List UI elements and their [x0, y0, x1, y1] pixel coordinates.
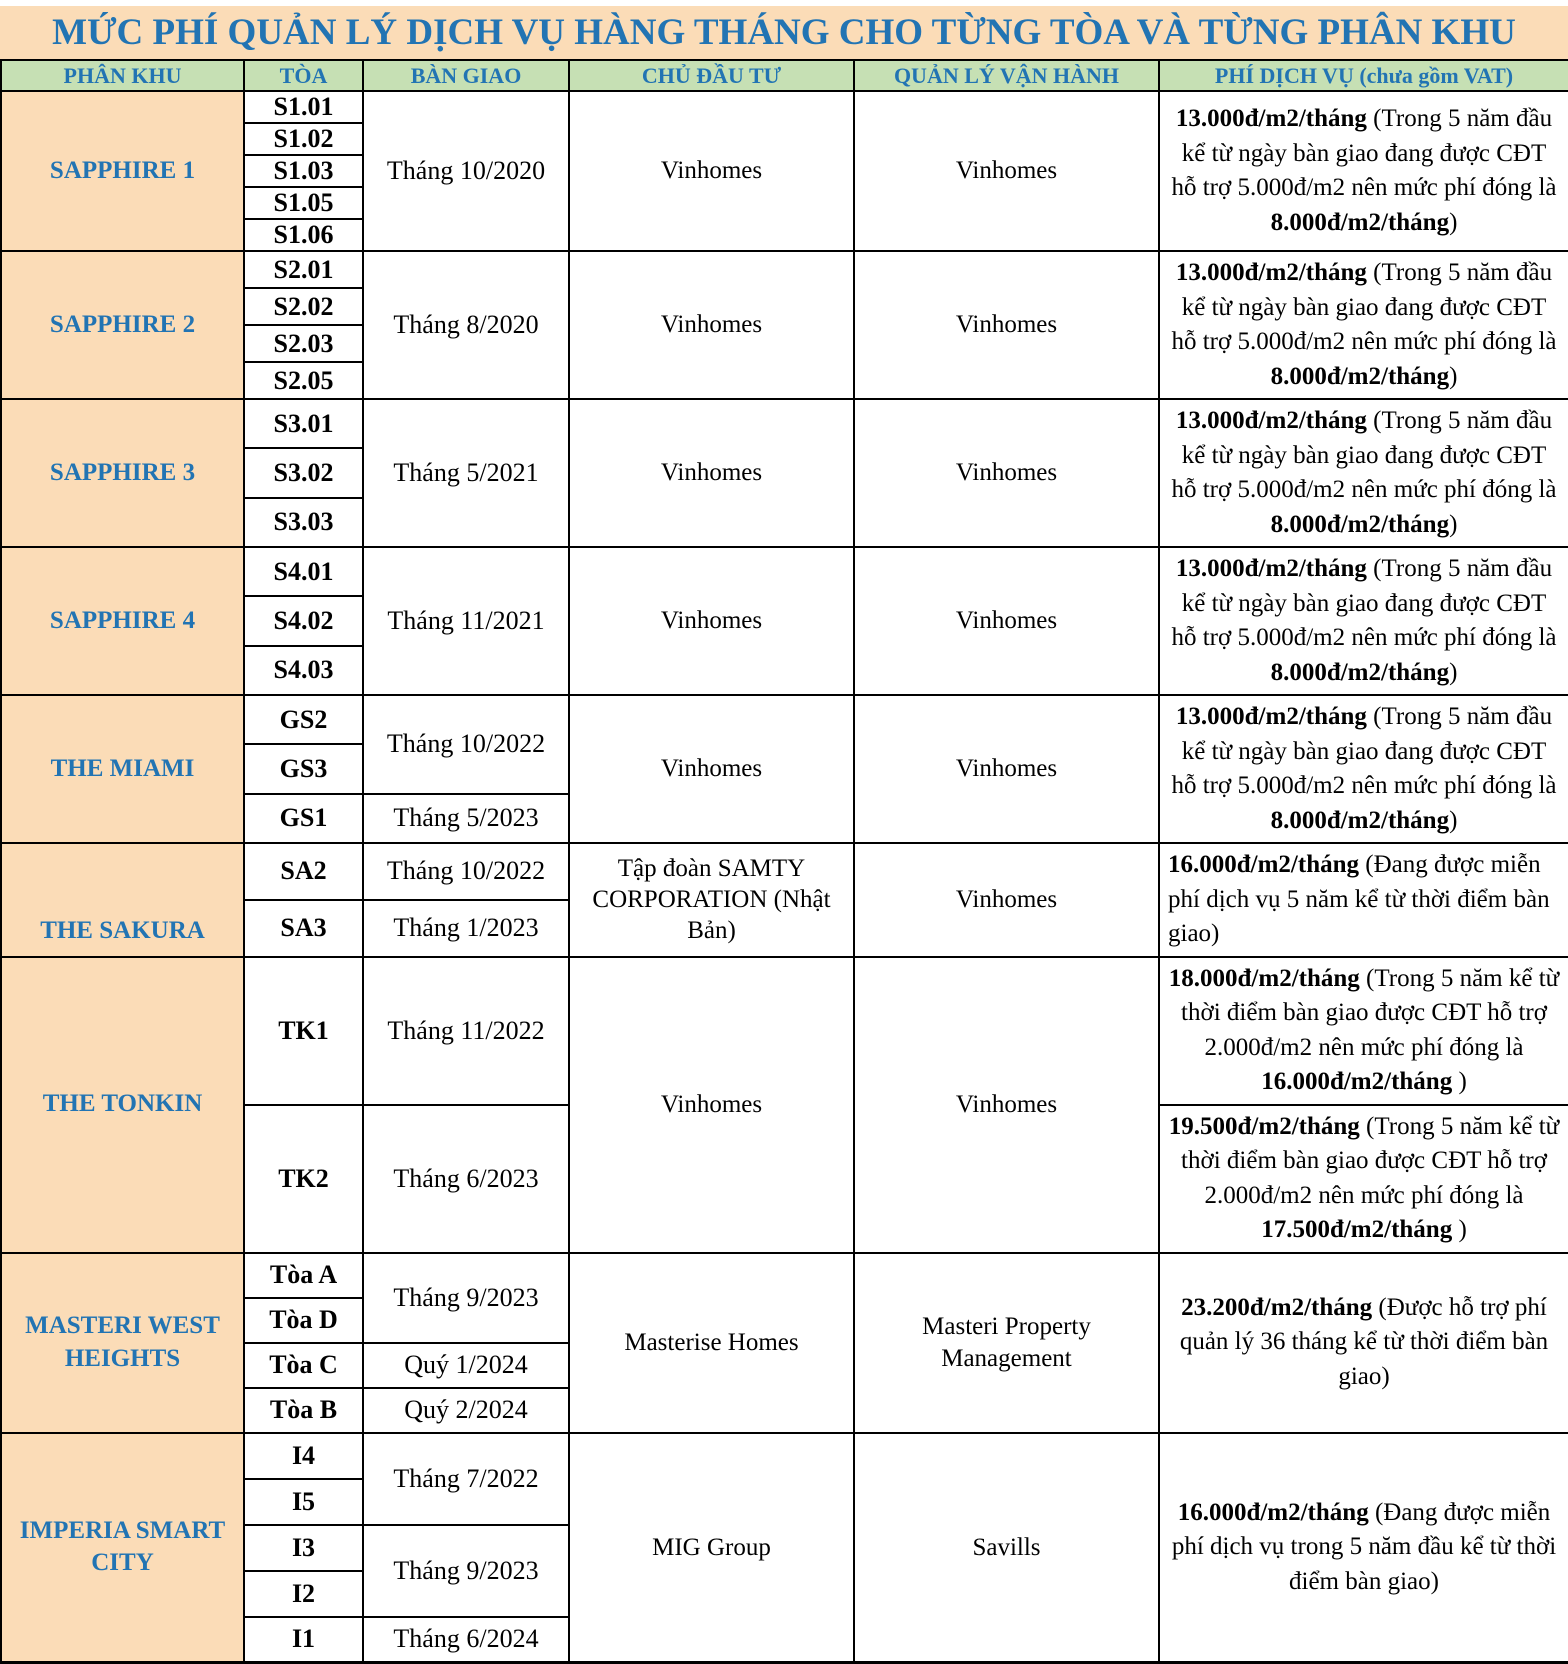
table-row: [1, 843, 1568, 900]
zone-cell: SAPPHIRE 2: [1, 251, 244, 399]
tower-cell: GS3: [244, 744, 363, 793]
tower-cell: Tòa A: [244, 1253, 363, 1298]
handover-cell: Tháng 10/2022: [363, 843, 569, 900]
operator-cell: Vinhomes: [854, 251, 1159, 399]
fee-cell: 13.000đ/m2/tháng (Trong 5 năm đầu kể từ ngày bàn giao đang được CĐT hỗ trợ 5.000đ/m2 nên mức phí đóng là 8.000đ/m2/tháng): [1159, 251, 1568, 399]
zone-cell: THE SAKURA: [1, 843, 244, 957]
zone-cell: IMPERIA SMART CITY: [1, 1433, 244, 1663]
header-row: [1, 60, 1568, 91]
investor-cell: Vinhomes: [569, 91, 854, 251]
table-row: [1, 957, 1568, 1105]
handover-cell: Quý 2/2024: [363, 1388, 569, 1433]
investor-cell: Masterise Homes: [569, 1253, 854, 1433]
handover-cell: Tháng 8/2020: [363, 251, 569, 399]
tower-cell: SA3: [244, 900, 363, 957]
tower-cell: S3.02: [244, 448, 363, 497]
handover-cell: Tháng 10/2022: [363, 695, 569, 794]
table-row: [1, 399, 1568, 448]
investor-cell: Vinhomes: [569, 399, 854, 547]
investor-cell: Vinhomes: [569, 547, 854, 695]
handover-cell: Tháng 11/2022: [363, 957, 569, 1105]
fee-cell: 13.000đ/m2/tháng (Trong 5 năm đầu kể từ ngày bàn giao đang được CĐT hỗ trợ 5.000đ/m2 nên mức phí đóng là 8.000đ/m2/tháng): [1159, 547, 1568, 695]
tower-cell: Tòa C: [244, 1343, 363, 1388]
tower-cell: I5: [244, 1479, 363, 1525]
tower-cell: TK2: [244, 1105, 363, 1253]
handover-cell: Tháng 6/2023: [363, 1105, 569, 1253]
table-row: [1, 91, 1568, 123]
fee-cell: 18.000đ/m2/tháng (Trong 5 năm kể từ thời điểm bàn giao được CĐT hỗ trợ 2.000đ/m2 nên mức phí đóng là 16.000đ/m2/tháng ): [1159, 957, 1568, 1105]
column-header-phan-khu: PHÂN KHU: [1, 60, 244, 91]
tower-cell: S4.02: [244, 596, 363, 645]
fee-cell: 13.000đ/m2/tháng (Trong 5 năm đầu kể từ ngày bàn giao đang được CĐT hỗ trợ 5.000đ/m2 nên mức phí đóng là 8.000đ/m2/tháng): [1159, 695, 1568, 843]
investor-cell: Vinhomes: [569, 957, 854, 1253]
zone-cell: THE MIAMI: [1, 695, 244, 843]
tower-cell: S3.03: [244, 498, 363, 547]
tower-cell: TK1: [244, 957, 363, 1105]
handover-cell: Tháng 1/2023: [363, 900, 569, 957]
table-row: [1, 547, 1568, 596]
table-row: [1, 1433, 1568, 1479]
operator-cell: Vinhomes: [854, 957, 1159, 1253]
operator-cell: Vinhomes: [854, 399, 1159, 547]
table-row: [1, 251, 1568, 288]
operator-cell: Vinhomes: [854, 547, 1159, 695]
zone-cell: SAPPHIRE 1: [1, 91, 244, 251]
tower-cell: I2: [244, 1571, 363, 1617]
tower-cell: SA2: [244, 843, 363, 900]
fee-cell: 13.000đ/m2/tháng (Trong 5 năm đầu kể từ ngày bàn giao đang được CĐT hỗ trợ 5.000đ/m2 nên mức phí đóng là 8.000đ/m2/tháng): [1159, 399, 1568, 547]
table-row: [1, 1253, 1568, 1298]
handover-cell: Tháng 9/2023: [363, 1525, 569, 1617]
tower-cell: S2.02: [244, 288, 363, 325]
tower-cell: I1: [244, 1617, 363, 1663]
zone-cell: MASTERI WEST HEIGHTS: [1, 1253, 244, 1433]
column-header-chu-dau-tu: CHỦ ĐẦU TƯ: [569, 60, 854, 91]
handover-cell: Tháng 6/2024: [363, 1617, 569, 1663]
handover-cell: Tháng 11/2021: [363, 547, 569, 695]
handover-cell: Tháng 7/2022: [363, 1433, 569, 1525]
handover-cell: Tháng 9/2023: [363, 1253, 569, 1343]
investor-cell: Tập đoàn SAMTY CORPORATION (Nhật Bản): [569, 843, 854, 957]
fee-cell: 16.000đ/m2/tháng (Đang được miễn phí dịch vụ 5 năm kể từ thời điểm bàn giao): [1159, 843, 1568, 957]
tower-cell: S1.06: [244, 219, 363, 251]
zone-cell: SAPPHIRE 4: [1, 547, 244, 695]
tower-cell: S1.03: [244, 155, 363, 187]
tower-cell: I3: [244, 1525, 363, 1571]
operator-cell: Masteri Property Management: [854, 1253, 1159, 1433]
investor-cell: Vinhomes: [569, 251, 854, 399]
tower-cell: GS2: [244, 695, 363, 744]
operator-cell: Vinhomes: [854, 843, 1159, 957]
tower-cell: S4.03: [244, 646, 363, 695]
zone-cell: SAPPHIRE 3: [1, 399, 244, 547]
zone-cell: THE TONKIN: [1, 957, 244, 1253]
tower-cell: S3.01: [244, 399, 363, 448]
handover-cell: Tháng 5/2021: [363, 399, 569, 547]
table-row: [1, 695, 1568, 744]
fee-cell: 13.000đ/m2/tháng (Trong 5 năm đầu kể từ ngày bàn giao đang được CĐT hỗ trợ 5.000đ/m2 nên mức phí đóng là 8.000đ/m2/tháng): [1159, 91, 1568, 251]
fee-table: [0, 59, 1568, 1664]
tower-cell: S1.01: [244, 91, 363, 123]
tower-cell: Tòa B: [244, 1388, 363, 1433]
table-title: MỨC PHÍ QUẢN LÝ DỊCH VỤ HÀNG THÁNG CHO TỪNG TÒA VÀ TỪNG PHÂN KHU: [0, 6, 1568, 59]
tower-cell: S1.05: [244, 187, 363, 219]
operator-cell: Vinhomes: [854, 91, 1159, 251]
tower-cell: S2.03: [244, 325, 363, 362]
tower-cell: S4.01: [244, 547, 363, 596]
column-header-ban-giao: BÀN GIAO: [363, 60, 569, 91]
operator-cell: Vinhomes: [854, 695, 1159, 843]
tower-cell: S2.05: [244, 362, 363, 399]
column-header-quan-ly-van-hanh: QUẢN LÝ VẬN HÀNH: [854, 60, 1159, 91]
handover-cell: Tháng 5/2023: [363, 794, 569, 843]
fee-cell: 19.500đ/m2/tháng (Trong 5 năm kể từ thời điểm bàn giao được CĐT hỗ trợ 2.000đ/m2 nên mức phí đóng là 17.500đ/m2/tháng ): [1159, 1105, 1568, 1253]
handover-cell: Quý 1/2024: [363, 1343, 569, 1388]
fee-table-sheet: [0, 6, 1568, 1664]
tower-cell: S2.01: [244, 251, 363, 288]
handover-cell: Tháng 10/2020: [363, 91, 569, 251]
tower-cell: Tòa D: [244, 1298, 363, 1343]
tower-cell: I4: [244, 1433, 363, 1479]
column-header-toa: TÒA: [244, 60, 363, 91]
fee-cell: 23.200đ/m2/tháng (Được hỗ trợ phí quản lý 36 tháng kể từ thời điểm bàn giao): [1159, 1253, 1568, 1433]
tower-cell: GS1: [244, 794, 363, 843]
investor-cell: MIG Group: [569, 1433, 854, 1663]
investor-cell: Vinhomes: [569, 695, 854, 843]
tower-cell: S1.02: [244, 123, 363, 155]
operator-cell: Savills: [854, 1433, 1159, 1663]
column-header-phi-dich-vu: PHÍ DỊCH VỤ (chưa gồm VAT): [1159, 60, 1568, 91]
fee-cell: 16.000đ/m2/tháng (Đang được miễn phí dịch vụ trong 5 năm đầu kể từ thời điểm bàn giao): [1159, 1433, 1568, 1663]
